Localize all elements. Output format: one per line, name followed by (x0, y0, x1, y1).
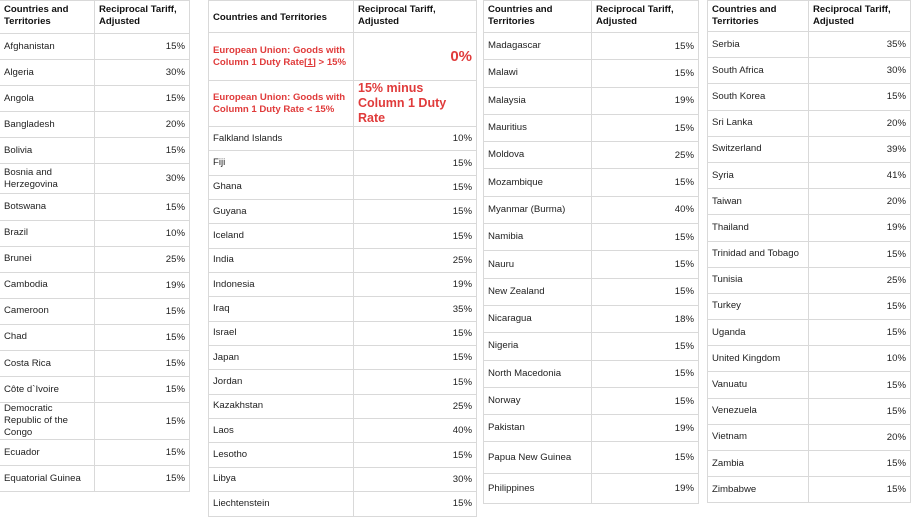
country-cell: Syria (708, 162, 809, 188)
country-cell: Laos (209, 419, 354, 443)
tariff-cell: 19% (592, 474, 699, 504)
table-row (209, 297, 477, 321)
table-row (484, 60, 699, 87)
table-row (0, 164, 190, 194)
tariff-cell: 15% (354, 224, 477, 248)
tariff-cell: 15% (592, 442, 699, 474)
tariff-cell: 25% (95, 246, 190, 272)
country-cell: Malawi (484, 60, 592, 87)
country-cell: Moldova (484, 142, 592, 169)
table-row (0, 246, 190, 272)
tariff-cell: 15% (809, 84, 911, 110)
tariff-cell: 20% (95, 112, 190, 138)
table-row (708, 398, 911, 424)
table-row (708, 241, 911, 267)
eu-below-15-label: European Union: Goods with Column 1 Duty Rate < 15% (209, 81, 354, 127)
country-cell: Brazil (0, 220, 95, 246)
country-cell: Vanuatu (708, 372, 809, 398)
tariff-cell: 15% (95, 403, 190, 440)
country-cell: Falkland Islands (209, 127, 354, 151)
country-cell: Lesotho (209, 443, 354, 467)
country-cell: Equatorial Guinea (0, 466, 95, 492)
table-row (209, 394, 477, 418)
table-row (708, 215, 911, 241)
tariff-cell: 15% (354, 492, 477, 516)
table-row (0, 324, 190, 350)
table-row (209, 467, 477, 491)
tariff-cell: 15% (354, 175, 477, 199)
tariff-cell: 20% (809, 424, 911, 450)
tariff-cell: 15% (95, 466, 190, 492)
country-cell: Sri Lanka (708, 110, 809, 136)
table-row (0, 86, 190, 112)
tariff-cell: 30% (95, 60, 190, 86)
country-cell: Mauritius (484, 114, 592, 141)
tariff-table-4 (707, 0, 911, 503)
tariff-cell: 25% (354, 248, 477, 272)
tariff-cell: 30% (809, 58, 911, 84)
tariff-cell: 15% (592, 251, 699, 278)
country-cell: Iceland (209, 224, 354, 248)
country-cell: Trinidad and Tobago (708, 241, 809, 267)
eu-above-15-label: European Union: Goods with Column 1 Duty Rate[1] > 15% (209, 33, 354, 81)
tariff-cell: 40% (592, 196, 699, 223)
country-cell: Malaysia (484, 87, 592, 114)
eu-row-below-15 (209, 81, 477, 127)
country-cell: Bolivia (0, 138, 95, 164)
country-cell: Democratic Republic of the Congo (0, 403, 95, 440)
tariff-header: Reciprocal Tariff, Adjusted (354, 1, 477, 33)
country-cell: Myanmar (Burma) (484, 196, 592, 223)
country-cell: Zimbabwe (708, 477, 809, 503)
tariff-cell: 25% (592, 142, 699, 169)
tariff-cell: 25% (354, 394, 477, 418)
table-row (484, 278, 699, 305)
table-row (484, 142, 699, 169)
table-row (708, 320, 911, 346)
tariff-cell: 15% (592, 278, 699, 305)
table-row (484, 474, 699, 504)
country-cell: New Zealand (484, 278, 592, 305)
country-cell: Cambodia (0, 272, 95, 298)
country-cell: Bangladesh (0, 112, 95, 138)
country-cell: Tunisia (708, 267, 809, 293)
table-row (209, 273, 477, 297)
table-row (0, 298, 190, 324)
table-row (209, 248, 477, 272)
footnote-link[interactable]: [1] (304, 56, 316, 68)
tariff-cell: 15% (592, 60, 699, 87)
country-cell: Vietnam (708, 424, 809, 450)
tariff-cell: 40% (354, 419, 477, 443)
country-cell: Iraq (209, 297, 354, 321)
table-row (209, 321, 477, 345)
tariff-cell: 19% (592, 87, 699, 114)
table-row (708, 477, 911, 503)
tariff-cell: 19% (809, 215, 911, 241)
table-row (0, 440, 190, 466)
table-row (0, 112, 190, 138)
tariff-cell: 15% (809, 398, 911, 424)
country-cell: Chad (0, 324, 95, 350)
country-cell: Venezuela (708, 398, 809, 424)
tariff-cell: 35% (809, 32, 911, 58)
country-cell: Mozambique (484, 169, 592, 196)
tariff-header: Reciprocal Tariff, Adjusted (95, 1, 190, 34)
tariff-cell: 30% (354, 467, 477, 491)
table-row (708, 110, 911, 136)
country-cell: Libya (209, 467, 354, 491)
tariff-cell: 15% (354, 370, 477, 394)
table-row (708, 189, 911, 215)
tariff-cell: 15% (592, 333, 699, 360)
country-cell: Costa Rica (0, 351, 95, 377)
country-cell: Norway (484, 387, 592, 414)
table-row (209, 370, 477, 394)
country-cell: United Kingdom (708, 346, 809, 372)
tariff-cell: 15% (809, 241, 911, 267)
country-cell: Madagascar (484, 33, 592, 60)
tariff-cell: 10% (95, 220, 190, 246)
country-header: Countries and Territories (0, 1, 95, 34)
tariff-cell: 15% (809, 320, 911, 346)
table-row (484, 87, 699, 114)
table-row (209, 492, 477, 516)
table-row (209, 127, 477, 151)
country-cell: Cameroon (0, 298, 95, 324)
country-cell: South Korea (708, 84, 809, 110)
country-cell: Nigeria (484, 333, 592, 360)
table-row (708, 293, 911, 319)
table-row (209, 224, 477, 248)
tariff-cell: 19% (95, 272, 190, 298)
table-row (484, 442, 699, 474)
country-cell: Turkey (708, 293, 809, 319)
country-cell: Bosnia and Herzegovina (0, 164, 95, 194)
country-cell: Israel (209, 321, 354, 345)
country-cell: Côte d`Ivoire (0, 377, 95, 403)
country-cell: Angola (0, 86, 95, 112)
country-cell: Afghanistan (0, 34, 95, 60)
table-row (484, 387, 699, 414)
table-row (0, 138, 190, 164)
tariff-cell: 15% (592, 224, 699, 251)
table-row (708, 162, 911, 188)
table-row (0, 351, 190, 377)
tariff-cell: 15% (95, 34, 190, 60)
table-row (209, 419, 477, 443)
country-cell: Japan (209, 346, 354, 370)
country-cell: Uganda (708, 320, 809, 346)
tariff-cell: 15% (354, 321, 477, 345)
tariff-cell: 15% (592, 387, 699, 414)
tariff-cell: 41% (809, 162, 911, 188)
table-row (708, 372, 911, 398)
table-row (484, 360, 699, 387)
table-row (209, 200, 477, 224)
country-cell: Jordan (209, 370, 354, 394)
table-row (708, 346, 911, 372)
country-cell: Indonesia (209, 273, 354, 297)
tariff-cell: 15% (95, 138, 190, 164)
tariff-cell: 15% (95, 324, 190, 350)
table-row (708, 58, 911, 84)
country-cell: Nauru (484, 251, 592, 278)
table-row (209, 443, 477, 467)
tariff-cell: 15% (95, 298, 190, 324)
tariff-cell: 18% (592, 305, 699, 332)
eu-below-15-rate: 15% minus Column 1 Duty Rate (354, 81, 477, 127)
tariff-cell: 15% (354, 200, 477, 224)
country-cell: Namibia (484, 224, 592, 251)
table-row (484, 251, 699, 278)
tariff-cell: 25% (809, 267, 911, 293)
tariff-header: Reciprocal Tariff, Adjusted (592, 1, 699, 33)
country-header: Countries and Territories (708, 1, 809, 32)
table-row (0, 220, 190, 246)
country-cell: North Macedonia (484, 360, 592, 387)
table-row (708, 267, 911, 293)
tariff-cell: 15% (95, 377, 190, 403)
country-cell: Switzerland (708, 136, 809, 162)
tariff-cell: 15% (95, 351, 190, 377)
country-cell: Taiwan (708, 189, 809, 215)
table-row (708, 32, 911, 58)
tariff-cell: 15% (354, 443, 477, 467)
table-row (708, 451, 911, 477)
tariff-table-1 (0, 0, 190, 492)
tariff-table-3 (483, 0, 699, 504)
country-cell: Guyana (209, 200, 354, 224)
tariff-cell: 15% (809, 372, 911, 398)
tariff-cell: 15% (354, 151, 477, 175)
tariff-cell: 15% (354, 346, 477, 370)
table-row (484, 333, 699, 360)
table-row (708, 424, 911, 450)
tariff-header: Reciprocal Tariff, Adjusted (809, 1, 911, 32)
tariff-cell: 30% (95, 164, 190, 194)
eu-above-15-rate: 0% (354, 33, 477, 81)
table-row (0, 377, 190, 403)
table-row (484, 224, 699, 251)
tariff-cell: 15% (809, 293, 911, 319)
eu-row-above-15 (209, 33, 477, 81)
country-cell: Serbia (708, 32, 809, 58)
country-header: Countries and Territories (209, 1, 354, 33)
country-cell: Liechtenstein (209, 492, 354, 516)
tariff-cell: 20% (809, 110, 911, 136)
country-cell: Brunei (0, 246, 95, 272)
tariff-cell: 15% (95, 194, 190, 220)
table-row (0, 60, 190, 86)
country-cell: India (209, 248, 354, 272)
country-cell: Philippines (484, 474, 592, 504)
table-row (209, 175, 477, 199)
tariff-cell: 15% (592, 360, 699, 387)
country-cell: Thailand (708, 215, 809, 241)
table-row (209, 346, 477, 370)
country-cell: Botswana (0, 194, 95, 220)
country-cell: Pakistan (484, 415, 592, 442)
country-cell: Papua New Guinea (484, 442, 592, 474)
country-header: Countries and Territories (484, 1, 592, 33)
table-row (708, 136, 911, 162)
tariff-cell: 39% (809, 136, 911, 162)
table-row (708, 84, 911, 110)
tariff-cell: 15% (592, 114, 699, 141)
table-row (0, 466, 190, 492)
table-row (484, 33, 699, 60)
tariff-cell: 15% (809, 477, 911, 503)
table-row (0, 272, 190, 298)
table-row (484, 114, 699, 141)
tariff-cell: 35% (354, 297, 477, 321)
table-row (484, 196, 699, 223)
tariff-cell: 19% (592, 415, 699, 442)
tariff-cell: 15% (95, 86, 190, 112)
tariff-table-2 (208, 0, 477, 517)
country-cell: Fiji (209, 151, 354, 175)
country-cell: South Africa (708, 58, 809, 84)
tariff-cell: 15% (592, 33, 699, 60)
country-cell: Ghana (209, 175, 354, 199)
tariff-cell: 20% (809, 189, 911, 215)
table-row (209, 151, 477, 175)
tariff-cell: 19% (354, 273, 477, 297)
table-row (0, 34, 190, 60)
tariff-cell: 15% (809, 451, 911, 477)
tariff-cell: 10% (809, 346, 911, 372)
tariff-cell: 15% (95, 440, 190, 466)
table-row (484, 415, 699, 442)
tariff-cell: 15% (592, 169, 699, 196)
tariff-cell: 10% (354, 127, 477, 151)
country-cell: Nicaragua (484, 305, 592, 332)
table-row (484, 305, 699, 332)
country-cell: Algeria (0, 60, 95, 86)
country-cell: Kazakhstan (209, 394, 354, 418)
country-cell: Zambia (708, 451, 809, 477)
country-cell: Ecuador (0, 440, 95, 466)
table-row (0, 403, 190, 440)
table-row (0, 194, 190, 220)
table-row (484, 169, 699, 196)
